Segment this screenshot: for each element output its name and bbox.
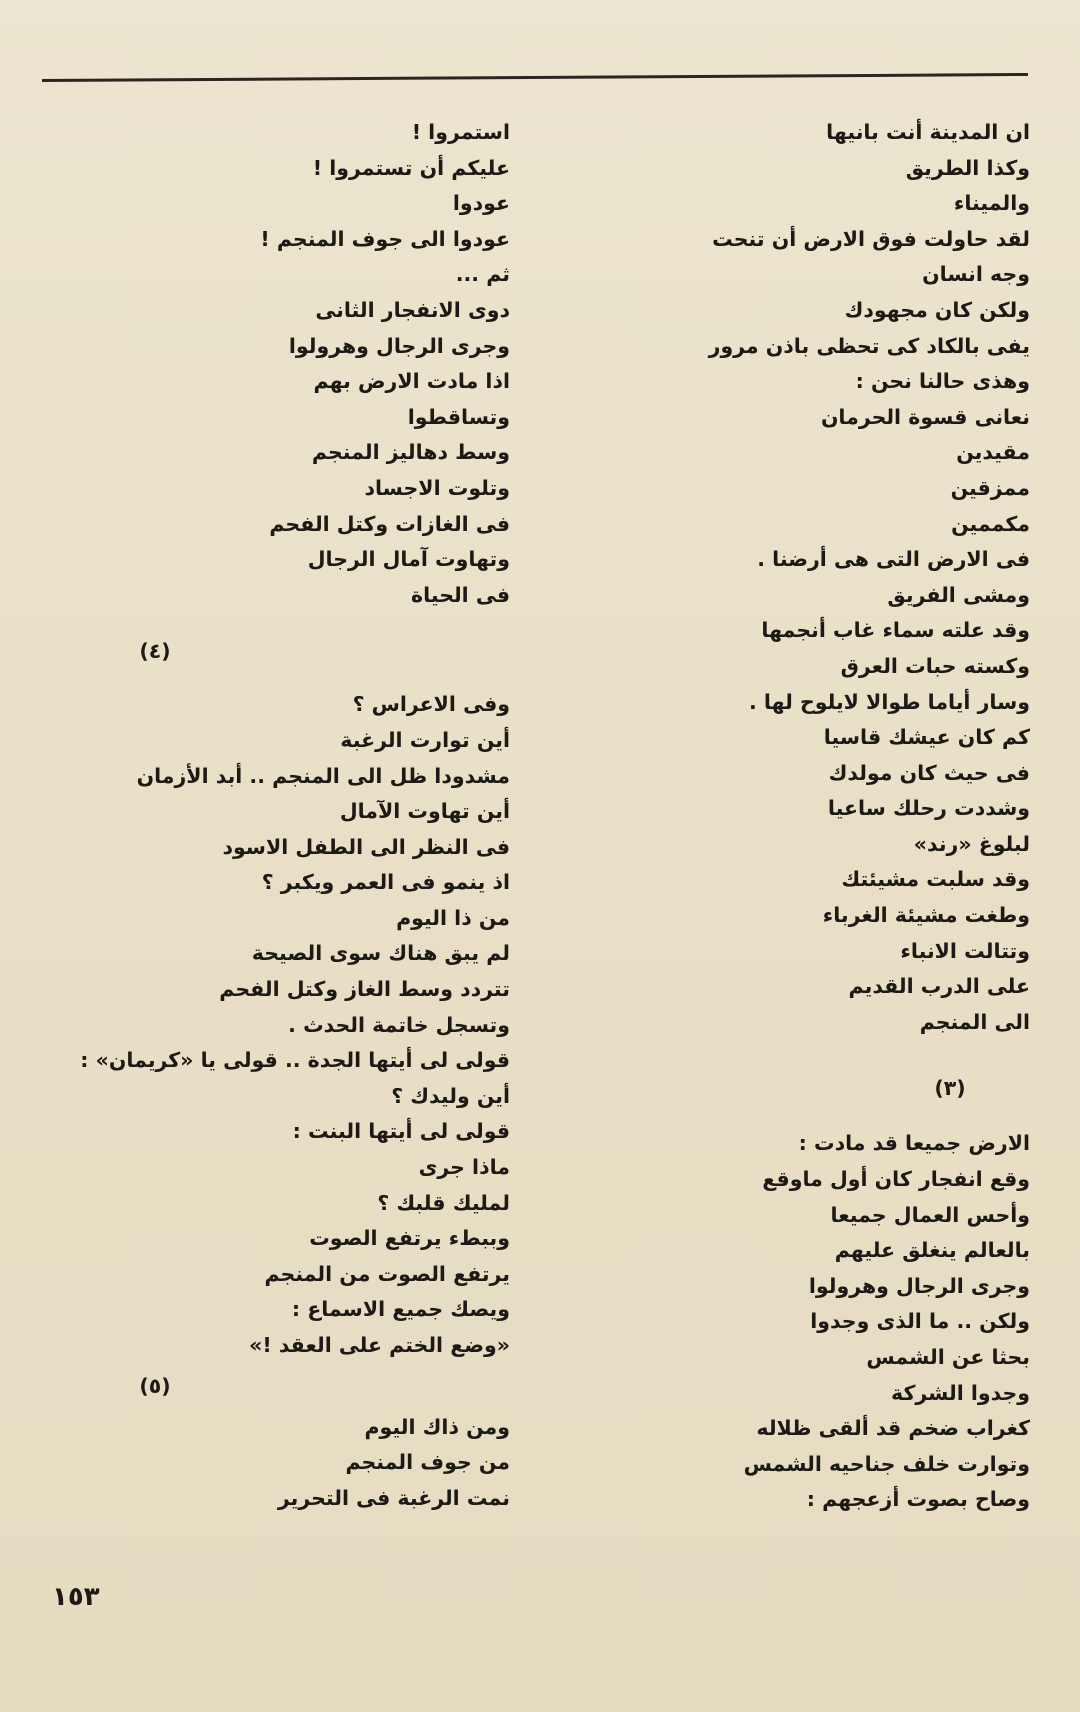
poem-line: أين وليدك ؟ bbox=[391, 1083, 510, 1108]
poem-line: وقد علته سماء غاب أنجمها bbox=[761, 618, 1030, 643]
poem-line: قولى لى أيتها الجدة .. قولى يا «كريمان» : bbox=[80, 1048, 510, 1073]
poem-line: مقيدين bbox=[956, 440, 1030, 465]
poem-line: أين توارت الرغبة bbox=[340, 727, 510, 752]
poem-line: لقد حاولت فوق الارض أن تنحت bbox=[712, 226, 1030, 251]
poem-line: وتتالت الانباء bbox=[900, 938, 1030, 963]
poem-line: وسط دهاليز المنجم bbox=[311, 440, 510, 465]
section-number-3: (٣) bbox=[934, 1076, 966, 1101]
poem-line: اذ ينمو فى العمر ويكبر ؟ bbox=[261, 870, 510, 895]
right-column bbox=[610, 115, 1030, 1518]
section-number-5: (٥) bbox=[139, 1373, 171, 1398]
poem-line: «وضع الختم على العقد !» bbox=[249, 1333, 510, 1357]
poem-line: وقد سلبت مشيئتك bbox=[841, 867, 1030, 892]
stanza-5 bbox=[30, 1410, 510, 1517]
poem-line: ومشى الفريق bbox=[887, 582, 1030, 607]
left-column bbox=[30, 115, 510, 1516]
poem-line: وسار أياما طوالا لايلوح لها . bbox=[748, 689, 1030, 714]
poem-line: استمروا ! bbox=[411, 120, 510, 144]
poem-line: وتساقطوا bbox=[407, 404, 510, 429]
poem-line: وكذا الطريق bbox=[905, 155, 1030, 180]
poem-line: وتلوت الاجساد bbox=[364, 475, 510, 500]
poem-line: وفى الاعراس ؟ bbox=[352, 692, 510, 717]
poem-line: الى المنجم bbox=[919, 1009, 1030, 1034]
poem-line: لبلوغ «رند» bbox=[913, 831, 1030, 856]
poem-line: وببطء يرتفع الصوت bbox=[309, 1226, 510, 1251]
poem-line: فى حيث كان مولدك bbox=[828, 760, 1030, 785]
poem-line: فى الارض التى هى أرضنا . bbox=[757, 547, 1030, 572]
poem-line: على الدرب القديم bbox=[848, 974, 1030, 999]
poem-line: فى النظر الى الطفل الاسود bbox=[222, 834, 510, 859]
section-number-4: (٤) bbox=[139, 639, 171, 664]
poem-line: بالعالم ينغلق عليهم bbox=[834, 1238, 1030, 1263]
poem-line: يفى بالكاد كى تحظى باذن مرور bbox=[708, 333, 1030, 358]
poem-line: دوى الانفجار الثانى bbox=[315, 297, 510, 322]
poem-line: وجه انسان bbox=[922, 262, 1030, 287]
poem-line: فى الغازات وكتل الفحم bbox=[269, 511, 510, 536]
poem-line: ويصك جميع الاسماع : bbox=[291, 1297, 510, 1322]
stanza-3 bbox=[610, 1126, 1030, 1518]
poem-line: وجدوا الشركة bbox=[891, 1380, 1030, 1405]
poem-line: ولكن كان مجهودك bbox=[844, 297, 1030, 322]
poem-line: والميناء bbox=[953, 191, 1030, 216]
poem-line: وتسجل خاتمة الحدث . bbox=[288, 1012, 510, 1037]
poem-line: عليكم أن تستمروا ! bbox=[312, 155, 510, 180]
poem-line: وجرى الرجال وهرولوا bbox=[288, 333, 510, 358]
poem-line: اذا مادت الارض بهم bbox=[313, 369, 510, 394]
poem-line: وقع انفجار كان أول ماوقع bbox=[762, 1167, 1030, 1192]
poem-line: وجرى الرجال وهرولوا bbox=[808, 1273, 1030, 1298]
poem-line: من جوف المنجم bbox=[345, 1450, 510, 1475]
poem-line: وصاح بصوت أزعجهم : bbox=[806, 1487, 1030, 1512]
poem-line: يرتفع الصوت من المنجم bbox=[264, 1261, 510, 1286]
poem-line: ثم ... bbox=[455, 262, 510, 287]
poem-line: قولى لى أيتها البنت : bbox=[292, 1119, 510, 1144]
poem-line: ولكن .. ما الذى وجدوا bbox=[810, 1309, 1030, 1334]
poem-line: لمليك قلبك ؟ bbox=[377, 1190, 510, 1215]
poem-line: وتوارت خلف جناحيه الشمس bbox=[743, 1451, 1030, 1476]
poem-line: مكممين bbox=[951, 511, 1030, 536]
poem-line: وطغت مشيئة الغرباء bbox=[822, 903, 1030, 928]
poem-line: أين تهاوت الآمال bbox=[339, 799, 510, 824]
poem-line: وأحس العمال جميعا bbox=[830, 1202, 1030, 1227]
poem-line: عودوا الى جوف المنجم ! bbox=[260, 226, 510, 251]
poem-line: مشدودا ظل الى المنجم .. أبد الأزمان bbox=[136, 763, 510, 788]
poem-line: كم كان عيشك قاسيا bbox=[823, 725, 1030, 750]
poem-line: ماذا جرى bbox=[418, 1155, 510, 1180]
poem-line: من ذا اليوم bbox=[396, 905, 510, 930]
stanza-3-continued bbox=[30, 115, 510, 613]
poem-line: ان المدينة أنت بانيها bbox=[826, 120, 1030, 144]
poem-line: وتهاوت آمال الرجال bbox=[307, 547, 510, 572]
stanza-2-continued bbox=[610, 115, 1030, 1040]
poem-line: وشددت رحلك ساعيا bbox=[827, 796, 1030, 821]
poem-line: وهذى حالنا نحن : bbox=[855, 369, 1030, 394]
poem-line: نمت الرغبة فى التحرير bbox=[277, 1485, 510, 1510]
poem-line: الارض جميعا قد مادت : bbox=[798, 1131, 1030, 1156]
poem-line: تتردد وسط الغاز وكتل الفحم bbox=[219, 977, 510, 1002]
poem-line: عودوا bbox=[452, 191, 510, 216]
poem-line: لم يبق هناك سوى الصيحة bbox=[251, 941, 510, 966]
poem-line: ممزقين bbox=[950, 475, 1030, 500]
poem-line: ومن ذاك اليوم bbox=[364, 1414, 510, 1439]
poem-line: كغراب ضخم قد ألقى ظلاله bbox=[756, 1416, 1030, 1441]
header-rule bbox=[42, 73, 1028, 82]
poem-line: بحثا عن الشمس bbox=[866, 1345, 1030, 1369]
poem-line: نعانى قسوة الحرمان bbox=[820, 404, 1030, 429]
page-number: ١٥٣ bbox=[52, 1582, 100, 1612]
poem-line: فى الحياة bbox=[411, 582, 510, 607]
poem-line: وكسته حبات العرق bbox=[840, 653, 1030, 678]
stanza-4 bbox=[30, 687, 510, 1363]
